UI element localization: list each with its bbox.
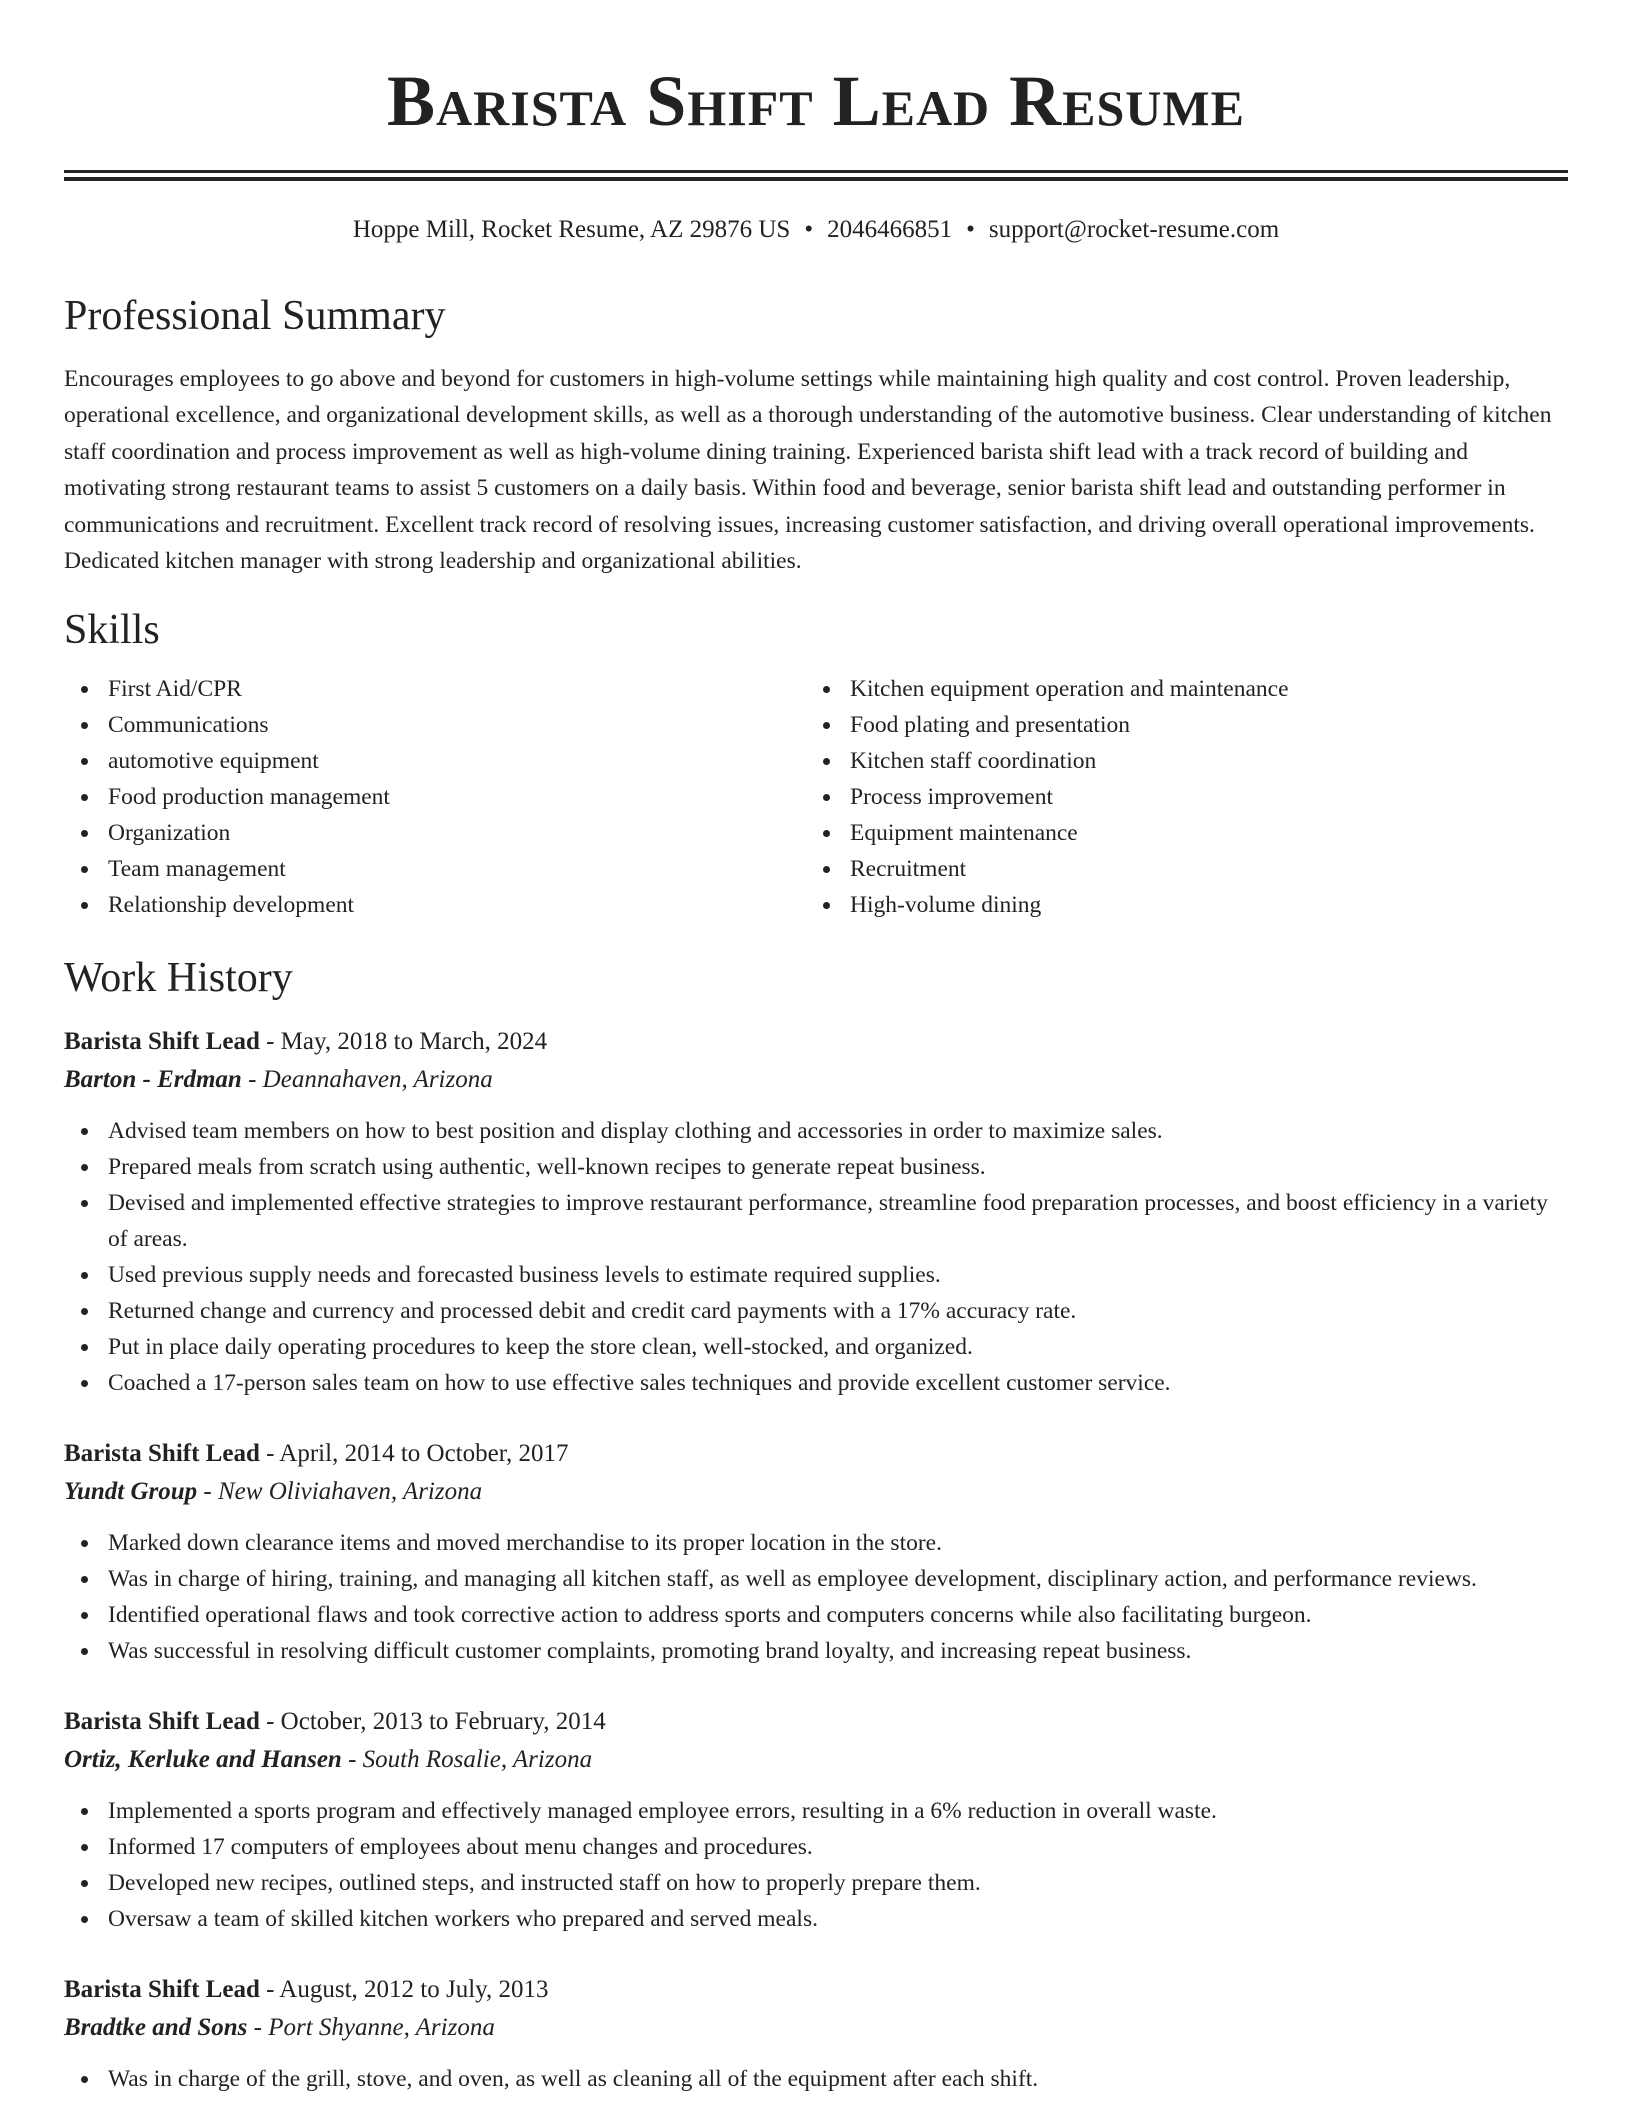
contact-separator: •	[966, 216, 975, 243]
job-title: Barista Shift Lead	[64, 1976, 260, 2004]
list-item: Marked down clearance items and moved merchandise to its proper location in the store.	[64, 1525, 1568, 1561]
summary-heading: Professional Summary	[64, 293, 446, 339]
skill-item: Equipment maintenance	[806, 815, 1568, 851]
contact-email: support@rocket-resume.com	[988, 216, 1280, 243]
work-history-heading: Work History	[64, 955, 293, 1002]
skill-item: Team management	[64, 851, 806, 887]
job-dates: - May, 2018 to March, 2024	[259, 1028, 548, 1056]
skills-column-right	[806, 671, 1568, 923]
job-entry	[64, 1971, 1568, 2097]
job-company: Yundt Group	[64, 1478, 198, 1506]
skill-item: Food production management	[64, 779, 806, 815]
job-location: - South Rosalie, Arizona	[341, 1746, 593, 1774]
job-company: Bradtke and Sons	[64, 2014, 248, 2042]
list-item: Implemented a sports program and effectively managed employee errors, resulting in a 6% reduction in overall waste.	[64, 1793, 1568, 1829]
job-employer-line	[64, 2009, 1568, 2047]
skill-item: Process improvement	[806, 779, 1568, 815]
skill-item: Relationship development	[64, 887, 806, 923]
list-item: Put in place daily operating procedures to keep the store clean, well-stocked, and organized.	[64, 1329, 1568, 1365]
list-item: Returned change and currency and processed debit and credit card payments with a 17% accuracy rate.	[64, 1293, 1568, 1329]
job-location: - Deannahaven, Arizona	[241, 1066, 493, 1094]
list-item: Was in charge of the grill, stove, and oven, as well as cleaning all of the equipment after each shift.	[64, 2061, 1568, 2097]
contact-line	[64, 213, 1568, 247]
contact-phone: 2046466851	[827, 216, 953, 243]
contact-separator: •	[804, 216, 814, 243]
skill-item: Recruitment	[806, 851, 1568, 887]
job-responsibilities	[64, 1793, 1568, 1937]
summary-text: Encourages employees to go above and beyond for customers in high-volume settings while maintaining high quality and cost control. Proven leadership, operational excellence, and organizational development skills, as well as a thorough understanding of the automotive business. Clear understanding of kitchen staff coordination and process improvement as well as high-volume dining training. Experienced barista shift lead with a track record of building and motivating strong restaurant teams to assist 5 customers on a daily basis. Within food and beverage, senior barista shift lead and outstanding performer in communications and recruitment. Excellent track record of resolving issues, increasing customer satisfaction, and driving overall operational improvements. Dedicated kitchen manager with strong leadership and organizational abilities.	[64, 366, 1552, 575]
job-dates: - April, 2014 to October, 2017	[259, 1440, 569, 1468]
list-item: Coached a 17-person sales team on how to use effective sales techniques and provide excellent customer service.	[64, 1365, 1568, 1401]
list-item: Informed 17 computers of employees about menu changes and procedures.	[64, 1829, 1568, 1865]
skill-item: Organization	[64, 815, 806, 851]
skill-item: High-volume dining	[806, 887, 1568, 923]
job-dates: - October, 2013 to February, 2014	[259, 1708, 606, 1736]
job-employer-line	[64, 1473, 1568, 1511]
job-employer-line	[64, 1061, 1568, 1099]
skills-column-left	[64, 671, 806, 923]
list-item: Oversaw a team of skilled kitchen workers who prepared and served meals.	[64, 1901, 1568, 1937]
list-item: Was in charge of hiring, training, and managing all kitchen staff, as well as employee development, disciplinary action, and performance reviews.	[64, 1561, 1568, 1597]
resume-page	[64, 0, 1568, 2097]
skill-item: automotive equipment	[64, 743, 806, 779]
skills-heading: Skills	[64, 607, 160, 654]
job-title-line	[64, 1023, 1568, 1061]
page-title: Barista Shift Lead Resume	[387, 61, 1245, 141]
job-dates: - August, 2012 to July, 2013	[259, 1976, 549, 2004]
skill-item: Communications	[64, 707, 806, 743]
job-responsibilities	[64, 1113, 1568, 1401]
job-title: Barista Shift Lead	[64, 1708, 260, 1736]
job-title: Barista Shift Lead	[64, 1028, 260, 1056]
job-employer-line	[64, 1741, 1568, 1779]
list-item: Prepared meals from scratch using authentic, well-known recipes to generate repeat business.	[64, 1149, 1568, 1185]
skill-item: First Aid/CPR	[64, 671, 806, 707]
list-item: Used previous supply needs and forecasted business levels to estimate required supplies.	[64, 1257, 1568, 1293]
contact-address: Hoppe Mill, Rocket Resume, AZ 29876 US	[352, 216, 791, 243]
skill-item: Kitchen staff coordination	[806, 743, 1568, 779]
list-item: Was successful in resolving difficult customer complaints, promoting brand loyalty, and increasing repeat business.	[64, 1633, 1568, 1669]
job-title-line	[64, 1971, 1568, 2009]
list-item: Developed new recipes, outlined steps, and instructed staff on how to properly prepare them.	[64, 1865, 1568, 1901]
skill-item: Food plating and presentation	[806, 707, 1568, 743]
job-company: Barton - Erdman	[64, 1066, 242, 1094]
skills-list	[64, 671, 1568, 923]
title-divider	[64, 170, 1568, 181]
job-location: - Port Shyanne, Arizona	[247, 2014, 495, 2042]
job-entry	[64, 1023, 1568, 1401]
job-entry	[64, 1703, 1568, 1937]
job-title-line	[64, 1435, 1568, 1473]
job-title-line	[64, 1703, 1568, 1741]
job-title: Barista Shift Lead	[64, 1440, 260, 1468]
list-item: Advised team members on how to best position and display clothing and accessories in order to maximize sales.	[64, 1113, 1568, 1149]
job-entry	[64, 1435, 1568, 1669]
list-item: Devised and implemented effective strategies to improve restaurant performance, streamline food preparation processes, and boost efficiency in a variety of areas.	[64, 1185, 1568, 1257]
job-responsibilities	[64, 2061, 1568, 2097]
job-responsibilities	[64, 1525, 1568, 1669]
list-item: Identified operational flaws and took corrective action to address sports and computers concerns while also facilitating burgeon.	[64, 1597, 1568, 1633]
job-company: Ortiz, Kerluke and Hansen	[64, 1746, 342, 1774]
job-location: - New Oliviahaven, Arizona	[197, 1478, 483, 1506]
skill-item: Kitchen equipment operation and maintenance	[806, 671, 1568, 707]
